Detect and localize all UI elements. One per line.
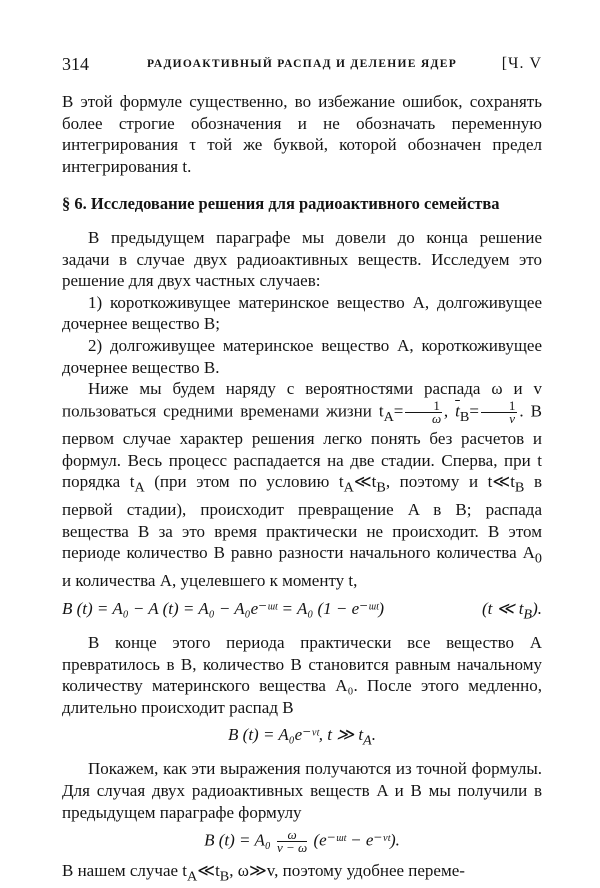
paragraph-4: Покажем, как эти выражения получаются из точной формулы. Для случая двух радиоактивных веществ A и B мы получили в предыдущем параграфе формулу <box>62 759 543 822</box>
page-number: 314 <box>62 54 89 74</box>
frac-num: ω <box>277 829 307 842</box>
equation-1 <box>62 598 542 626</box>
chapter-label: [Ч. V <box>501 55 542 72</box>
comma: , <box>443 401 449 421</box>
p5-text-a: В нашем случае t <box>62 861 188 881</box>
eq1-cond-text: (t ≪ t <box>482 599 524 619</box>
eq2-end: . <box>371 725 376 745</box>
section-title: § 6. Исследование решения для радиоактивного семейства <box>62 194 500 214</box>
frac-num: 1 <box>481 400 518 413</box>
eq3-right: (e⁻ᵚᵗ − e⁻ᵛᵗ). <box>313 830 400 850</box>
sub-a: A <box>343 479 354 496</box>
p2-text-4: ≪t <box>353 472 377 492</box>
eq1-cond-end: ). <box>532 599 542 619</box>
eq1-left: B (t) = A₀ − A (t) = A₀ − A₀e⁻ᵚᵗ = A₀ (1 − e⁻ᵚᵗ) <box>62 599 384 619</box>
p2-text-5: , поэтому и t≪t <box>385 472 515 492</box>
frac-den: v − ω <box>277 840 308 856</box>
sub-a: A <box>383 408 394 425</box>
paragraph-5 <box>62 860 542 888</box>
page-body <box>62 91 542 888</box>
p5-text-b: ≪t <box>197 861 220 881</box>
eq3-left: B (t) = A₀ <box>204 830 271 850</box>
eq2-text: B (t) = A₀e⁻ᵛᵗ, t ≫ t <box>228 725 364 745</box>
p5-text-c: , ω≫v, поэтому удобнее переме- <box>229 861 465 881</box>
frac-den: ω <box>432 410 442 426</box>
eq1-condition <box>482 598 542 626</box>
p2-text-2: . В первом случае характер решения легко понять без расчетов и формул. Весь процесс распадается на две стадии. Сперва, при t порядка t <box>62 401 543 492</box>
running-title: РАДИОАКТИВНЫЙ РАСПАД И ДЕЛЕНИЕ ЯДЕР <box>147 58 458 70</box>
sub-b: B <box>376 479 386 496</box>
t-b-bar: $\overline{t}$ <box>455 401 460 421</box>
paragraph-2: Ниже мы будем наряду с вероятностями распада ω и v пользоваться средними временами жизни $t_A=$ $\frac{1}{\omega}$ , $\overline{t}_B=$ $\frac{1}{v}$ . В первом случае характер решения легко понять без расчетов и формул. Весь процесс распадается на две стадии. Сперва, при t порядка $t_A$ (при этом по условию $t_A≪t_B$, поэтому и $t≪t_B$ в первой стадии), происходит превращение A в B; распада вещества B за это время практически не происходит. В этом периоде количество B равно разности начального количества $A_0$ и количества A, уцелевшего к моменту t, <box>62 379 543 591</box>
sub-a: A <box>363 732 372 749</box>
paragraph-1: В предыдущем параграфе мы довели до конца решение задачи в случае двух радиоактивных веществ. Исследуем это решение для двух частных случаев: <box>62 227 542 291</box>
sub-b: B <box>523 606 533 623</box>
sub-a: A <box>187 868 198 885</box>
case-1: 1) короткоживущее материнское вещество A, долгоживущее дочернее вещество B; <box>62 292 542 334</box>
p2-text-3: (при этом по условию t <box>144 472 344 492</box>
sub-zero: 0 <box>534 550 542 567</box>
p2-text-6: в первой стадии), происходит превращение A в B; распада вещества B за это время практически не происходит. В этом периоде количество B равно разности начального количества A <box>62 472 542 563</box>
frac-num: 1 <box>405 400 442 413</box>
equals-sign: = <box>393 401 404 421</box>
fraction-1-over-omega <box>405 397 442 426</box>
equation-2 <box>62 724 542 752</box>
paragraph-3: В конце этого периода практически все вещество A превратилось в B, количество B становится равным начальному количеству материнского вещества A₀. После этого медленно, длительно происходит распад B <box>62 633 542 717</box>
case-2: 2) долгоживущее материнское вещество A, короткоживущее дочернее вещество B. <box>62 335 542 377</box>
fraction-1-over-v <box>481 397 518 426</box>
p2-text-1: Ниже мы будем наряду с вероятностями распада ω и v пользоваться средними временами жизни t <box>62 379 542 421</box>
page-header <box>62 54 542 80</box>
p2-text-7: и количества A, уцелевшего к моменту t, <box>62 571 358 591</box>
sub-b: B <box>219 868 230 885</box>
frac-den: v <box>509 410 516 426</box>
sub-b: B <box>514 479 525 496</box>
sub-a: A <box>134 479 145 496</box>
sub-b: B <box>459 408 470 425</box>
intro-paragraph: В этой формуле существенно, во избежание ошибок, сохранять более строгие обозначения и не обозначать переменную интегрирования τ той же буквой, которой обозначен предел интегрирования t. <box>62 92 542 176</box>
